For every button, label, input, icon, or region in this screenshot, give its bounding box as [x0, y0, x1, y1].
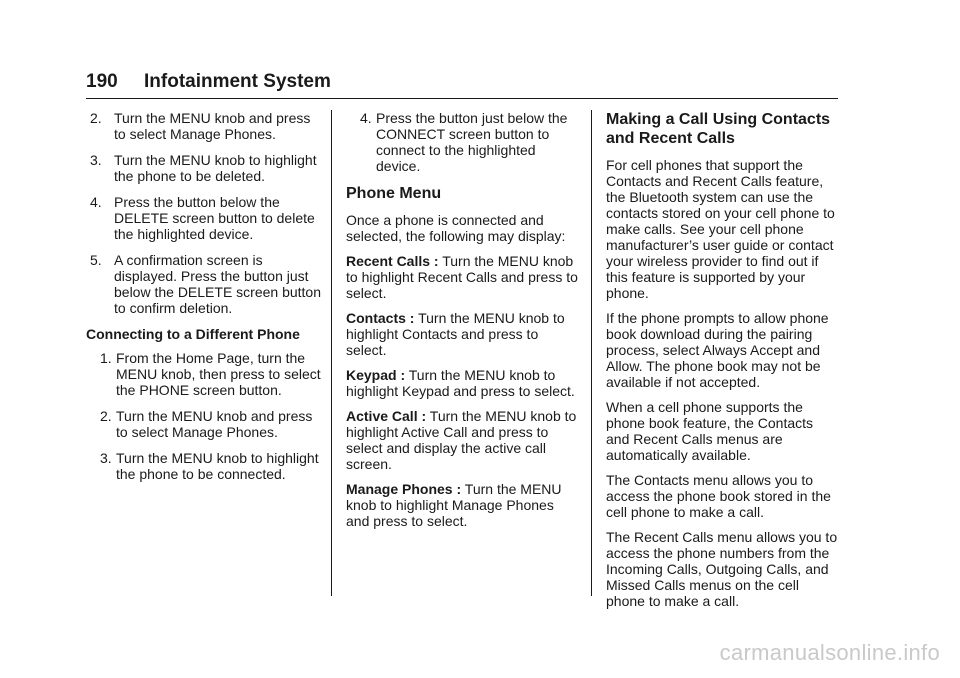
- step-item: [86, 152, 324, 184]
- step-item: [86, 252, 324, 316]
- menu-item-contacts: [346, 310, 578, 358]
- step-text: Turn the MENU knob and press to select Manage Phones.: [116, 408, 313, 440]
- step-number: 4.: [360, 110, 372, 126]
- watermark-text: carmanualsonline.info: [719, 640, 940, 665]
- column-divider-1: [331, 110, 332, 596]
- term-description: Turn the MENU knob to highlight Contacts and press to select.: [346, 310, 565, 358]
- step-text: A confirmation screen is displayed. Press the button just below the DELETE screen button to confirm deletion.: [114, 252, 322, 316]
- term-label: Contacts :: [346, 310, 415, 326]
- term-label: Manage Phones :: [346, 481, 462, 497]
- step-item: [86, 194, 324, 242]
- step-text: Turn the MENU knob and press to select Manage Phones.: [114, 110, 311, 142]
- step-number: 4.: [90, 194, 102, 210]
- step-item: [86, 408, 324, 440]
- column-3: [606, 110, 840, 618]
- step-number: 5.: [90, 252, 102, 268]
- step-text: Turn the MENU knob to highlight the phone to be connected.: [116, 450, 319, 482]
- step-item: [86, 450, 324, 482]
- term-description: Turn the MENU knob to highlight Keypad and press to select.: [346, 367, 575, 399]
- subheading-connecting: Connecting to a Different Phone: [86, 326, 300, 342]
- page-header: [86, 66, 838, 96]
- step-text: From the Home Page, turn the MENU knob, then press to select the PHONE screen button.: [116, 350, 321, 398]
- paragraph: The Contacts menu allows you to access the phone book stored in the cell phone to make a call.: [606, 472, 831, 520]
- menu-item-recent-calls: [346, 253, 578, 301]
- paragraph: The Recent Calls menu allows you to access the phone numbers from the Incoming Calls, Outgoing Calls, and Missed Calls menus on the cell phone to make a call.: [606, 529, 838, 609]
- heading-phone-menu: Phone Menu: [346, 185, 442, 202]
- paragraph: When a cell phone supports the phone book feature, the Contacts and Recent Calls menus are automatically available.: [606, 399, 814, 463]
- menu-item-manage-phones: [346, 481, 578, 529]
- term-label: Active Call :: [346, 408, 427, 424]
- step-item: [86, 110, 324, 142]
- step-number: 2.: [90, 110, 102, 126]
- heading-making-call: Making a Call Using Contacts and Recent Calls: [606, 111, 831, 147]
- term-label: Keypad :: [346, 367, 406, 383]
- column-1: [86, 110, 324, 492]
- section-title: Infotainment System: [144, 71, 331, 92]
- step-number: 3.: [100, 450, 112, 466]
- intro-paragraph: Once a phone is connected and selected, the following may display:: [346, 212, 566, 244]
- column-divider-2: [591, 110, 592, 596]
- step-text: Turn the MENU knob to highlight the phone to be deleted.: [114, 152, 317, 184]
- term-description: Turn the MENU knob to highlight Manage Phones and press to select.: [346, 481, 562, 529]
- step-item: [86, 350, 324, 398]
- page-number: 190: [86, 71, 118, 92]
- header-rule: [86, 98, 838, 99]
- step-number: 1.: [100, 350, 112, 366]
- paragraph: If the phone prompts to allow phone book download during the pairing process, select Always Accept and Allow. The phone book may not be available if not accepted.: [606, 310, 829, 390]
- term-description: Turn the MENU knob to highlight Active Call and press to select and display the active call screen.: [346, 408, 577, 472]
- step-item: [346, 110, 578, 174]
- menu-item-active-call: [346, 408, 578, 472]
- step-text: Press the button just below the CONNECT screen button to connect to the highlighted device.: [376, 110, 568, 174]
- column-2: [346, 110, 578, 538]
- step-number: 3.: [90, 152, 102, 168]
- term-label: Recent Calls :: [346, 253, 439, 269]
- menu-item-keypad: [346, 367, 578, 399]
- step-text: Press the button below the DELETE screen button to delete the highlighted device.: [114, 194, 315, 242]
- term-description: Turn the MENU knob to highlight Recent Calls and press to select.: [346, 253, 578, 301]
- paragraph: For cell phones that support the Contacts and Recent Calls feature, the Bluetooth system can use the contacts stored on your cell phone to make calls. See your cell phone manufacturer’s user guide or contact your wireless provider to find out if this feature is supported by your phone.: [606, 157, 835, 301]
- step-number: 2.: [100, 408, 112, 424]
